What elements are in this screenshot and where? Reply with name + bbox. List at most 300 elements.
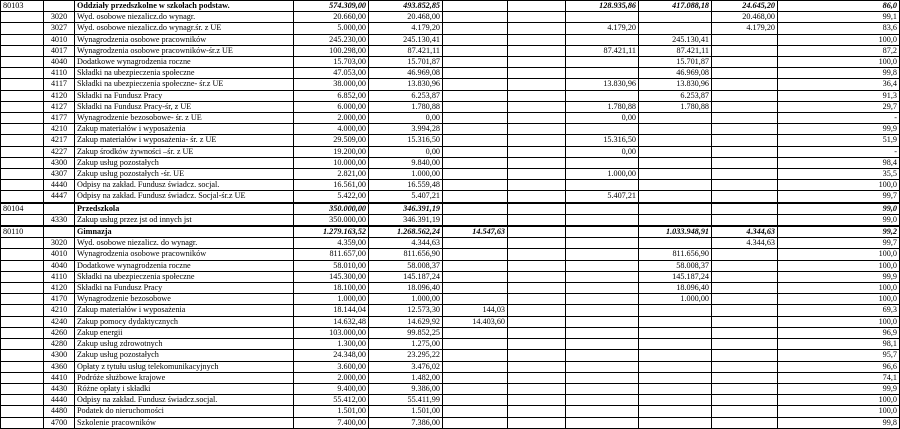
table-row <box>1 316 900 327</box>
item-value <box>639 327 712 338</box>
item-value <box>508 316 566 327</box>
item-value <box>639 169 712 180</box>
item-value <box>443 238 508 249</box>
item-value <box>566 406 639 417</box>
paragraph-code: 4210 <box>44 124 75 135</box>
item-value: 10.000,00 <box>294 157 369 168</box>
item-value <box>566 316 639 327</box>
item-value: 1.780,88 <box>566 101 639 112</box>
chapter-code <box>1 135 44 146</box>
item-value: 100,0 <box>778 34 900 45</box>
item-value: 99.852,25 <box>369 327 443 338</box>
section-value: 1.268.562,24 <box>369 226 443 238</box>
item-value <box>443 45 508 56</box>
item-value <box>712 372 778 383</box>
item-value: 20.660,00 <box>294 12 369 23</box>
item-name: Składki na Fundusz Pracy <box>75 90 294 101</box>
item-value: 811.656,90 <box>369 249 443 260</box>
item-value <box>566 383 639 394</box>
section-value: 1.279.163,52 <box>294 226 369 238</box>
item-value: 100,0 <box>778 406 900 417</box>
item-value <box>508 191 566 203</box>
section-value: 86,0 <box>778 1 900 12</box>
item-value: 87.421,11 <box>639 45 712 56</box>
item-name: Podatek do nieruchomości <box>75 406 294 417</box>
table-row <box>1 417 900 428</box>
table-row <box>1 113 900 124</box>
chapter-code <box>1 214 44 226</box>
table-row <box>1 283 900 294</box>
section-value: 346.391,19 <box>369 203 443 215</box>
chapter-code <box>1 372 44 383</box>
item-value <box>508 68 566 79</box>
item-value: 29,7 <box>778 101 900 112</box>
paragraph-code: 4010 <box>44 34 75 45</box>
item-value <box>566 180 639 191</box>
item-name: Zakup usług pozostałych <box>75 350 294 361</box>
item-value <box>712 135 778 146</box>
item-value: 20.468,00 <box>369 12 443 23</box>
section-value <box>639 203 712 215</box>
item-name: Szkolenie pracowników <box>75 417 294 428</box>
item-value: - <box>778 113 900 124</box>
item-value: 100,0 <box>778 294 900 305</box>
item-value <box>443 90 508 101</box>
item-name: Zakup materiałów i wyposażenia <box>75 124 294 135</box>
item-value: 4.179,20 <box>369 23 443 34</box>
item-value <box>639 214 712 226</box>
chapter-code <box>1 260 44 271</box>
chapter-code <box>1 339 44 350</box>
item-value: 245.130,41 <box>369 34 443 45</box>
item-value <box>508 395 566 406</box>
item-value: 18.096,40 <box>369 283 443 294</box>
item-value: 55.411,99 <box>369 395 443 406</box>
item-value: 6.000,00 <box>294 101 369 112</box>
item-value <box>508 146 566 157</box>
table-row <box>1 327 900 338</box>
item-value: 55.412,00 <box>294 395 369 406</box>
item-value <box>712 271 778 282</box>
item-value: 1.780,88 <box>639 101 712 112</box>
paragraph-code: 4300 <box>44 157 75 168</box>
item-name: Wyd. osobowe niezalicz.do wynagr. <box>75 12 294 23</box>
item-name: Zakup energii <box>75 327 294 338</box>
item-value: 245.130,41 <box>639 34 712 45</box>
chapter-code <box>1 157 44 168</box>
paragraph-code <box>44 203 75 215</box>
item-value <box>712 305 778 316</box>
item-value <box>443 101 508 112</box>
item-value <box>639 124 712 135</box>
item-value: 350.000,00 <box>294 214 369 226</box>
item-value: 2.000,00 <box>294 113 369 124</box>
item-value: 99,1 <box>778 12 900 23</box>
item-value <box>712 316 778 327</box>
paragraph-code: 4447 <box>44 191 75 203</box>
item-value: 1.780,88 <box>369 101 443 112</box>
item-value <box>712 294 778 305</box>
paragraph-code: 4300 <box>44 350 75 361</box>
chapter-code <box>1 294 44 305</box>
chapter-code <box>1 124 44 135</box>
item-value <box>566 339 639 350</box>
item-value: 13.830,96 <box>566 79 639 90</box>
item-name: Zakup materiałów i wyposażenia- śr. z UE <box>75 135 294 146</box>
item-value <box>443 260 508 271</box>
item-value: 103.000,00 <box>294 327 369 338</box>
item-value <box>639 417 712 428</box>
item-value <box>443 34 508 45</box>
item-value: 36,4 <box>778 79 900 90</box>
item-name: Odpisy na zakład. Fundusz świadcz.socjal. <box>75 395 294 406</box>
item-value: 100,0 <box>778 316 900 327</box>
section-title: Gimnazja <box>75 226 294 238</box>
table-row <box>1 135 900 146</box>
item-name: Wynagrodzenie bezosobowe- śr. z UE <box>75 113 294 124</box>
item-value <box>639 191 712 203</box>
table-row <box>1 34 900 45</box>
item-value: 46.969,08 <box>639 68 712 79</box>
paragraph-code: 4480 <box>44 406 75 417</box>
item-value <box>443 157 508 168</box>
item-value <box>712 417 778 428</box>
item-value <box>712 101 778 112</box>
item-value: 99,9 <box>778 383 900 394</box>
chapter-code <box>1 169 44 180</box>
item-value <box>712 180 778 191</box>
section-value <box>566 226 639 238</box>
item-value: 69,3 <box>778 305 900 316</box>
item-value <box>566 327 639 338</box>
item-value <box>508 34 566 45</box>
item-value: 145.187,24 <box>369 271 443 282</box>
section-value: 493.852,85 <box>369 1 443 12</box>
item-value <box>508 101 566 112</box>
paragraph-code: 4240 <box>44 316 75 327</box>
chapter-code <box>1 316 44 327</box>
chapter-code <box>1 45 44 56</box>
item-value: 2.821,00 <box>294 169 369 180</box>
item-value: 91,3 <box>778 90 900 101</box>
item-value <box>712 79 778 90</box>
item-value: 4.344,63 <box>369 238 443 249</box>
item-value: 1.000,00 <box>369 169 443 180</box>
table-row <box>1 350 900 361</box>
item-value: 14.403,60 <box>443 316 508 327</box>
item-value <box>566 271 639 282</box>
item-value: 14.632,48 <box>294 316 369 327</box>
item-value: 7.386,00 <box>369 417 443 428</box>
paragraph-code: 4700 <box>44 417 75 428</box>
item-value <box>566 417 639 428</box>
paragraph-code <box>44 226 75 238</box>
item-value <box>566 372 639 383</box>
item-value <box>443 68 508 79</box>
item-value: 99,9 <box>778 124 900 135</box>
table-row <box>1 169 900 180</box>
chapter-code <box>1 305 44 316</box>
item-value: 346.391,19 <box>369 214 443 226</box>
item-value: 96,9 <box>778 327 900 338</box>
section-code: 80104 <box>1 203 44 215</box>
item-value: 4.179,20 <box>712 23 778 34</box>
item-value: 2.000,00 <box>294 372 369 383</box>
section-code: 80103 <box>1 1 44 12</box>
paragraph-code <box>44 1 75 12</box>
item-value: - <box>778 146 900 157</box>
item-value <box>639 361 712 372</box>
table-row <box>1 191 900 203</box>
item-value <box>443 383 508 394</box>
item-value <box>508 135 566 146</box>
chapter-code <box>1 406 44 417</box>
item-value <box>712 361 778 372</box>
paragraph-code: 4280 <box>44 339 75 350</box>
item-value <box>508 260 566 271</box>
item-name: Odpisy na zakład. Fundusz świadcz. Socjal-śr.z UE <box>75 191 294 203</box>
item-value <box>566 238 639 249</box>
item-value: 38.000,00 <box>294 79 369 90</box>
item-value <box>566 12 639 23</box>
section-title: Przedszkola <box>75 203 294 215</box>
chapter-code <box>1 238 44 249</box>
item-value <box>443 350 508 361</box>
item-value <box>712 57 778 68</box>
item-value <box>443 339 508 350</box>
item-value <box>508 23 566 34</box>
item-value <box>443 191 508 203</box>
chapter-code <box>1 90 44 101</box>
item-value <box>639 135 712 146</box>
item-value: 18.144,04 <box>294 305 369 316</box>
item-name: Zakup usług pozostałych -śr. UE <box>75 169 294 180</box>
item-value: 3.600,00 <box>294 361 369 372</box>
table-row <box>1 79 900 90</box>
chapter-code <box>1 68 44 79</box>
item-value: 19.200,00 <box>294 146 369 157</box>
paragraph-code: 4017 <box>44 45 75 56</box>
table-row <box>1 90 900 101</box>
chapter-code <box>1 271 44 282</box>
item-value <box>566 294 639 305</box>
item-name: Zakup środków żywności –śr. z UE <box>75 146 294 157</box>
chapter-code <box>1 57 44 68</box>
section-value <box>508 203 566 215</box>
item-value <box>639 12 712 23</box>
item-value: 5.422,00 <box>294 191 369 203</box>
item-value: 9.400,00 <box>294 383 369 394</box>
item-name: Zakup usług przez jst od innych jst <box>75 214 294 226</box>
item-value: 811.657,00 <box>294 249 369 260</box>
item-name: Odpisy na zakład. Fundusz świadcz. socjal. <box>75 180 294 191</box>
item-value: 6.852,00 <box>294 90 369 101</box>
chapter-code <box>1 34 44 45</box>
paragraph-code: 4227 <box>44 146 75 157</box>
paragraph-code: 4110 <box>44 271 75 282</box>
item-value: 145.300,00 <box>294 271 369 282</box>
section-row <box>1 226 900 238</box>
table-row <box>1 124 900 135</box>
item-value: 100,0 <box>778 249 900 260</box>
section-value <box>443 203 508 215</box>
item-value <box>639 395 712 406</box>
paragraph-code: 4170 <box>44 294 75 305</box>
item-value <box>639 23 712 34</box>
table-row <box>1 305 900 316</box>
item-name: Wyd. osobowe niezalicz. do wynagr. <box>75 238 294 249</box>
item-value <box>508 113 566 124</box>
item-value <box>639 180 712 191</box>
chapter-code <box>1 350 44 361</box>
item-value <box>508 361 566 372</box>
item-value <box>508 238 566 249</box>
item-value: 4.359,00 <box>294 238 369 249</box>
paragraph-code: 4430 <box>44 383 75 394</box>
chapter-code <box>1 113 44 124</box>
item-name: Wyd. osobowe niezalicz.do wynagr.śr. z UE <box>75 23 294 34</box>
item-value: 5.407,21 <box>369 191 443 203</box>
item-value <box>443 180 508 191</box>
table-row <box>1 157 900 168</box>
item-value <box>508 383 566 394</box>
item-value <box>566 90 639 101</box>
item-value <box>712 260 778 271</box>
paragraph-code: 4117 <box>44 79 75 90</box>
item-value: 9.386,00 <box>369 383 443 394</box>
item-value <box>566 249 639 260</box>
item-value <box>712 283 778 294</box>
item-value: 0,00 <box>566 113 639 124</box>
section-value <box>508 1 566 12</box>
section-value <box>712 203 778 215</box>
item-value <box>639 146 712 157</box>
item-value <box>566 68 639 79</box>
paragraph-code: 4360 <box>44 361 75 372</box>
item-value <box>639 113 712 124</box>
item-name: Wynagrodzenia osobowe pracowników <box>75 249 294 260</box>
chapter-code <box>1 101 44 112</box>
chapter-code <box>1 361 44 372</box>
paragraph-code: 4110 <box>44 68 75 79</box>
table-row <box>1 249 900 260</box>
item-name: Dodatkowe wynagrodzenia roczne <box>75 57 294 68</box>
item-value: 7.400,00 <box>294 417 369 428</box>
item-value <box>712 214 778 226</box>
chapter-code <box>1 283 44 294</box>
item-value: 87.421,11 <box>369 45 443 56</box>
item-value <box>639 383 712 394</box>
item-value: 5.000,00 <box>294 23 369 34</box>
item-value <box>443 146 508 157</box>
section-value: 24.645,20 <box>712 1 778 12</box>
item-value: 23.295,22 <box>369 350 443 361</box>
item-value <box>566 34 639 45</box>
section-value: 99,2 <box>778 226 900 238</box>
item-value <box>639 372 712 383</box>
table-row <box>1 294 900 305</box>
section-value: 128.935,86 <box>566 1 639 12</box>
item-name: Zakup materiałów i wyposażenia <box>75 305 294 316</box>
table-row <box>1 372 900 383</box>
paragraph-code: 3027 <box>44 23 75 34</box>
item-value <box>712 350 778 361</box>
chapter-code <box>1 191 44 203</box>
paragraph-code: 4217 <box>44 135 75 146</box>
item-value <box>443 57 508 68</box>
item-value: 16.559,48 <box>369 180 443 191</box>
item-value <box>639 157 712 168</box>
item-value <box>443 271 508 282</box>
item-value <box>508 180 566 191</box>
item-value <box>712 406 778 417</box>
item-name: Podróże służbowe krajowe <box>75 372 294 383</box>
item-value <box>566 283 639 294</box>
paragraph-code: 4410 <box>44 372 75 383</box>
item-value <box>508 57 566 68</box>
item-value: 24.348,00 <box>294 350 369 361</box>
paragraph-code: 3020 <box>44 12 75 23</box>
item-value: 18.096,40 <box>639 283 712 294</box>
paragraph-code: 4010 <box>44 249 75 260</box>
table-row <box>1 45 900 56</box>
item-value: 58.008,37 <box>369 260 443 271</box>
chapter-code <box>1 417 44 428</box>
paragraph-code: 4440 <box>44 395 75 406</box>
item-value: 3.476,02 <box>369 361 443 372</box>
item-value <box>566 260 639 271</box>
item-value: 15.316,50 <box>566 135 639 146</box>
item-value <box>712 383 778 394</box>
item-value: 15.701,87 <box>639 57 712 68</box>
item-value <box>566 124 639 135</box>
section-row <box>1 1 900 12</box>
item-value <box>443 417 508 428</box>
item-value <box>712 327 778 338</box>
item-value <box>508 45 566 56</box>
item-value: 1.275,00 <box>369 339 443 350</box>
table-row <box>1 68 900 79</box>
table-row <box>1 12 900 23</box>
item-value: 74,1 <box>778 372 900 383</box>
item-value <box>508 249 566 260</box>
table-row <box>1 361 900 372</box>
chapter-code <box>1 180 44 191</box>
item-value: 1.501,00 <box>369 406 443 417</box>
item-value <box>443 249 508 260</box>
paragraph-code: 4120 <box>44 283 75 294</box>
item-value <box>639 339 712 350</box>
item-value <box>443 113 508 124</box>
item-name: Dodatkowe wynagrodzenia roczne <box>75 260 294 271</box>
item-value: 1.000,00 <box>639 294 712 305</box>
item-value: 4.344,63 <box>712 238 778 249</box>
section-row <box>1 203 900 215</box>
item-value: 0,00 <box>369 146 443 157</box>
item-value: 1.000,00 <box>369 294 443 305</box>
item-value: 98,1 <box>778 339 900 350</box>
section-value <box>443 1 508 12</box>
item-value <box>639 406 712 417</box>
section-code: 80110 <box>1 226 44 238</box>
chapter-code <box>1 146 44 157</box>
item-name: Składki na ubezpieczenia społeczne- śr.z UE <box>75 79 294 90</box>
item-value <box>712 90 778 101</box>
item-value <box>443 395 508 406</box>
item-value: 16.561,00 <box>294 180 369 191</box>
item-value <box>443 361 508 372</box>
item-value: 47.053,00 <box>294 68 369 79</box>
